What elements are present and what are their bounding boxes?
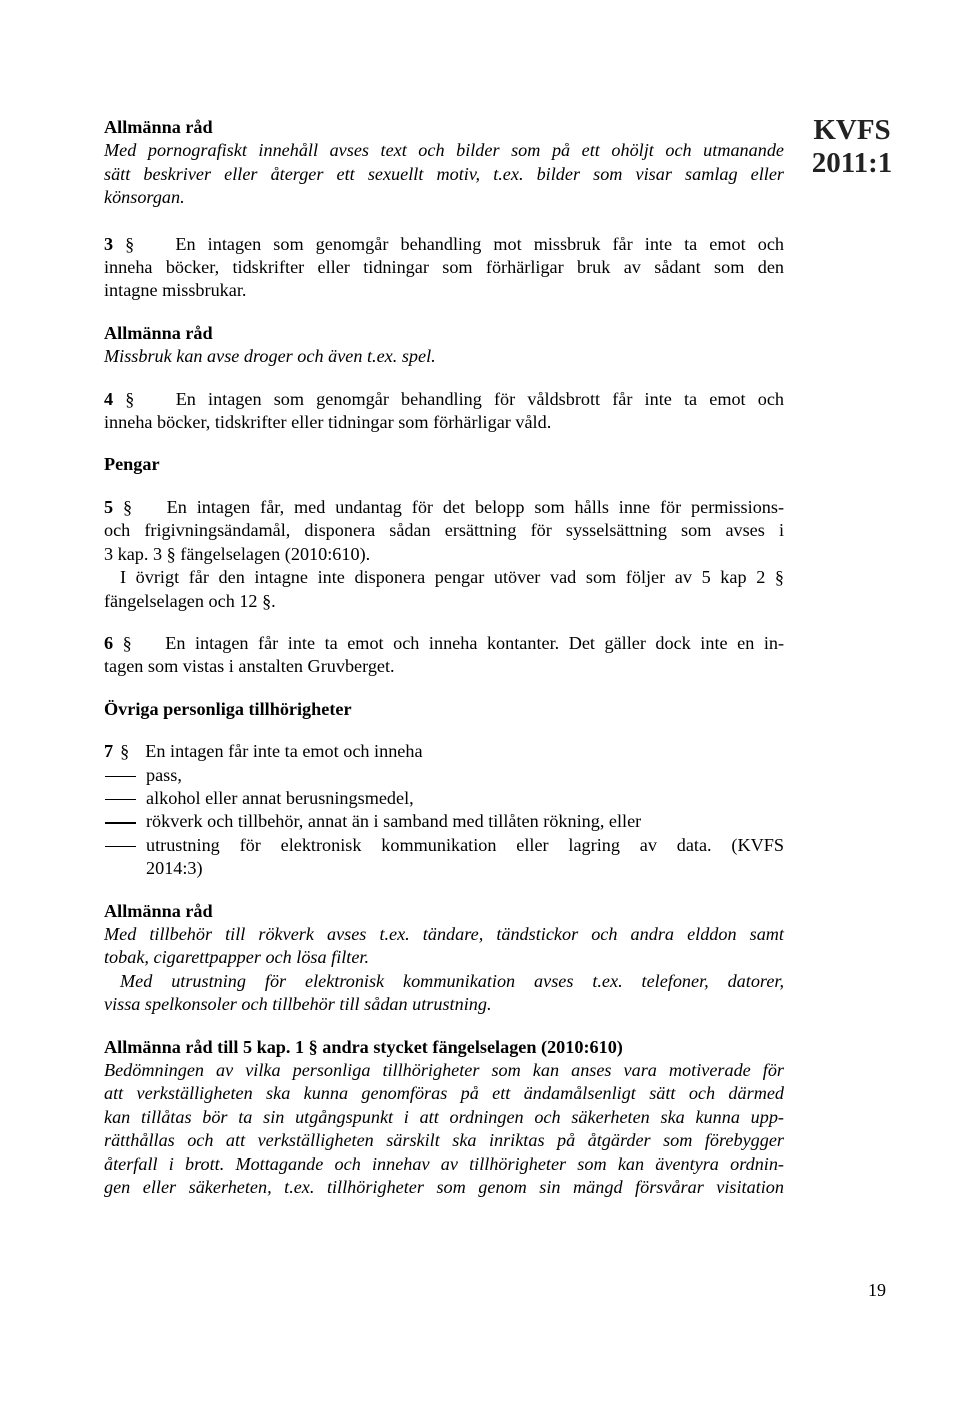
text-line: Med utrustning för elektronisk kommunikation avses t.ex. telefoner, datorer, [120,970,784,991]
publication-code [802,114,902,180]
section-number: 7 [104,741,114,762]
text-line: I övrigt får den intagne inte disponera pengar utöver vad som följer av 5 kap 2 § [120,567,784,588]
text-line: könsorgan. [104,187,185,208]
publication-code-number: 2011:1 [811,147,893,179]
text-line: En intagen får inte ta emot och inneha [145,741,423,762]
item-list [104,764,784,881]
text-line: En intagen som genomgår behandling för våldsbrott får inte ta emot och [175,388,785,409]
text-line: Bedömningen av vilka personliga tillhörigheter som kan anses vara motiverade för [104,1060,784,1080]
section-3 [104,233,784,303]
text-line: kan tillåtas bör ta sin utgångspunkt i att ordningen och säkerheten ska kunna upp- [104,1106,784,1127]
document-body [104,116,784,1199]
text-line: återfall i brott. Mottagande och innehav av tillhörigheter som kan äventyra ordnin- [104,1153,784,1174]
section-6 [104,632,784,679]
list-item: utrustning för elektronisk kommunikation eller lagring av data. (KVFS 2014:3) [146,834,784,879]
text-line: gen eller säkerheten, t.ex. tillhörigheter som genom sin mängd försvårar visitation [104,1177,784,1198]
general-advice-heading: Allmänna råd [104,900,213,921]
text-line: En intagen som genomgår behandling mot missbruk får inte ta emot och [175,233,785,254]
section-4 [104,388,784,435]
text-line: fängelselagen och 12 §. [104,590,276,611]
section-number: 5 [104,496,114,517]
section-sign-icon: § [122,496,133,517]
text-line: tobak, cigarettpapper och lösa filter. [104,947,370,968]
publication-code-series: KVFS [813,114,891,146]
general-advice-heading: Allmänna råd [104,322,213,343]
section-heading-ovriga: Övriga personliga tillhörigheter [104,698,352,719]
section-sign-icon: § [122,632,132,653]
general-advice-chapter-5 [104,1036,784,1200]
text-line: Missbruk kan avse droger och även t.ex. spel. [104,346,436,367]
section-sign-icon: § [125,233,135,254]
text-line: och frigivningsändamål, disponera sådan ersättning för sysselsättning som avses i [104,520,784,541]
general-advice-heading: Allmänna råd [104,117,213,137]
section-sign-icon: § [120,741,130,762]
text-line: sätt beskriver eller återger ett sexuellt motiv, t.ex. bilder som visar samlag eller [104,163,784,184]
section-number: 3 [104,233,114,254]
general-advice-items [104,900,784,1017]
text-line: rätthållas och att verkställigheten särskilt ska inriktas på åtgärder som förebygger [104,1130,784,1151]
text-line: inneha böcker, tidskrifter eller tidningar som förhärligar våld. [104,412,552,433]
text-line: att verkställigheten ska kunna genomföras på ett ändamålsenligt sätt och därmed [104,1083,784,1104]
text-line: inneha böcker, tidskrifter eller tidningar som förhärligar bruk av sådant som den [104,257,784,278]
general-advice-pornography [104,116,784,210]
page-number: 19 [868,1280,886,1300]
list-item: alkohol eller annat berusningsmedel, [146,787,414,808]
section-number: 6 [104,632,114,653]
list-item: pass, [146,764,182,785]
text-line: Med tillbehör till rökverk avses t.ex. tändare, tändstickor och andra elddon samt [104,923,784,944]
text-line: En intagen får, med undantag för det belopp som hålls inne för permissions- [166,496,785,517]
section-sign-icon: § [125,388,135,409]
text-line: vissa spelkonsoler och tillbehör till sådan utrustning. [104,994,492,1015]
text-line: En intagen får inte ta emot och inneha kontanter. Det gäller dock inte en in- [165,632,785,653]
text-line: Med pornografiskt innehåll avses text och bilder som på ett ohöljt och utmanande [104,140,784,161]
text-line: tagen som vistas i anstalten Gruvberget. [104,656,395,677]
list-item: rökverk och tillbehör, annat än i samband med tillåten rökning, eller [146,811,642,832]
general-advice-abuse [104,322,784,369]
section-number: 4 [104,388,114,409]
general-advice-heading: Allmänna råd till 5 kap. 1 § andra stycket fängelselagen (2010:610) [104,1036,623,1057]
text-line: 3 kap. 3 § fängelselagen (2010:610). [104,543,371,564]
text-line: intagne missbrukar. [104,280,247,301]
section-5 [104,496,784,613]
section-heading-pengar: Pengar [104,454,160,475]
section-7 [104,740,784,880]
